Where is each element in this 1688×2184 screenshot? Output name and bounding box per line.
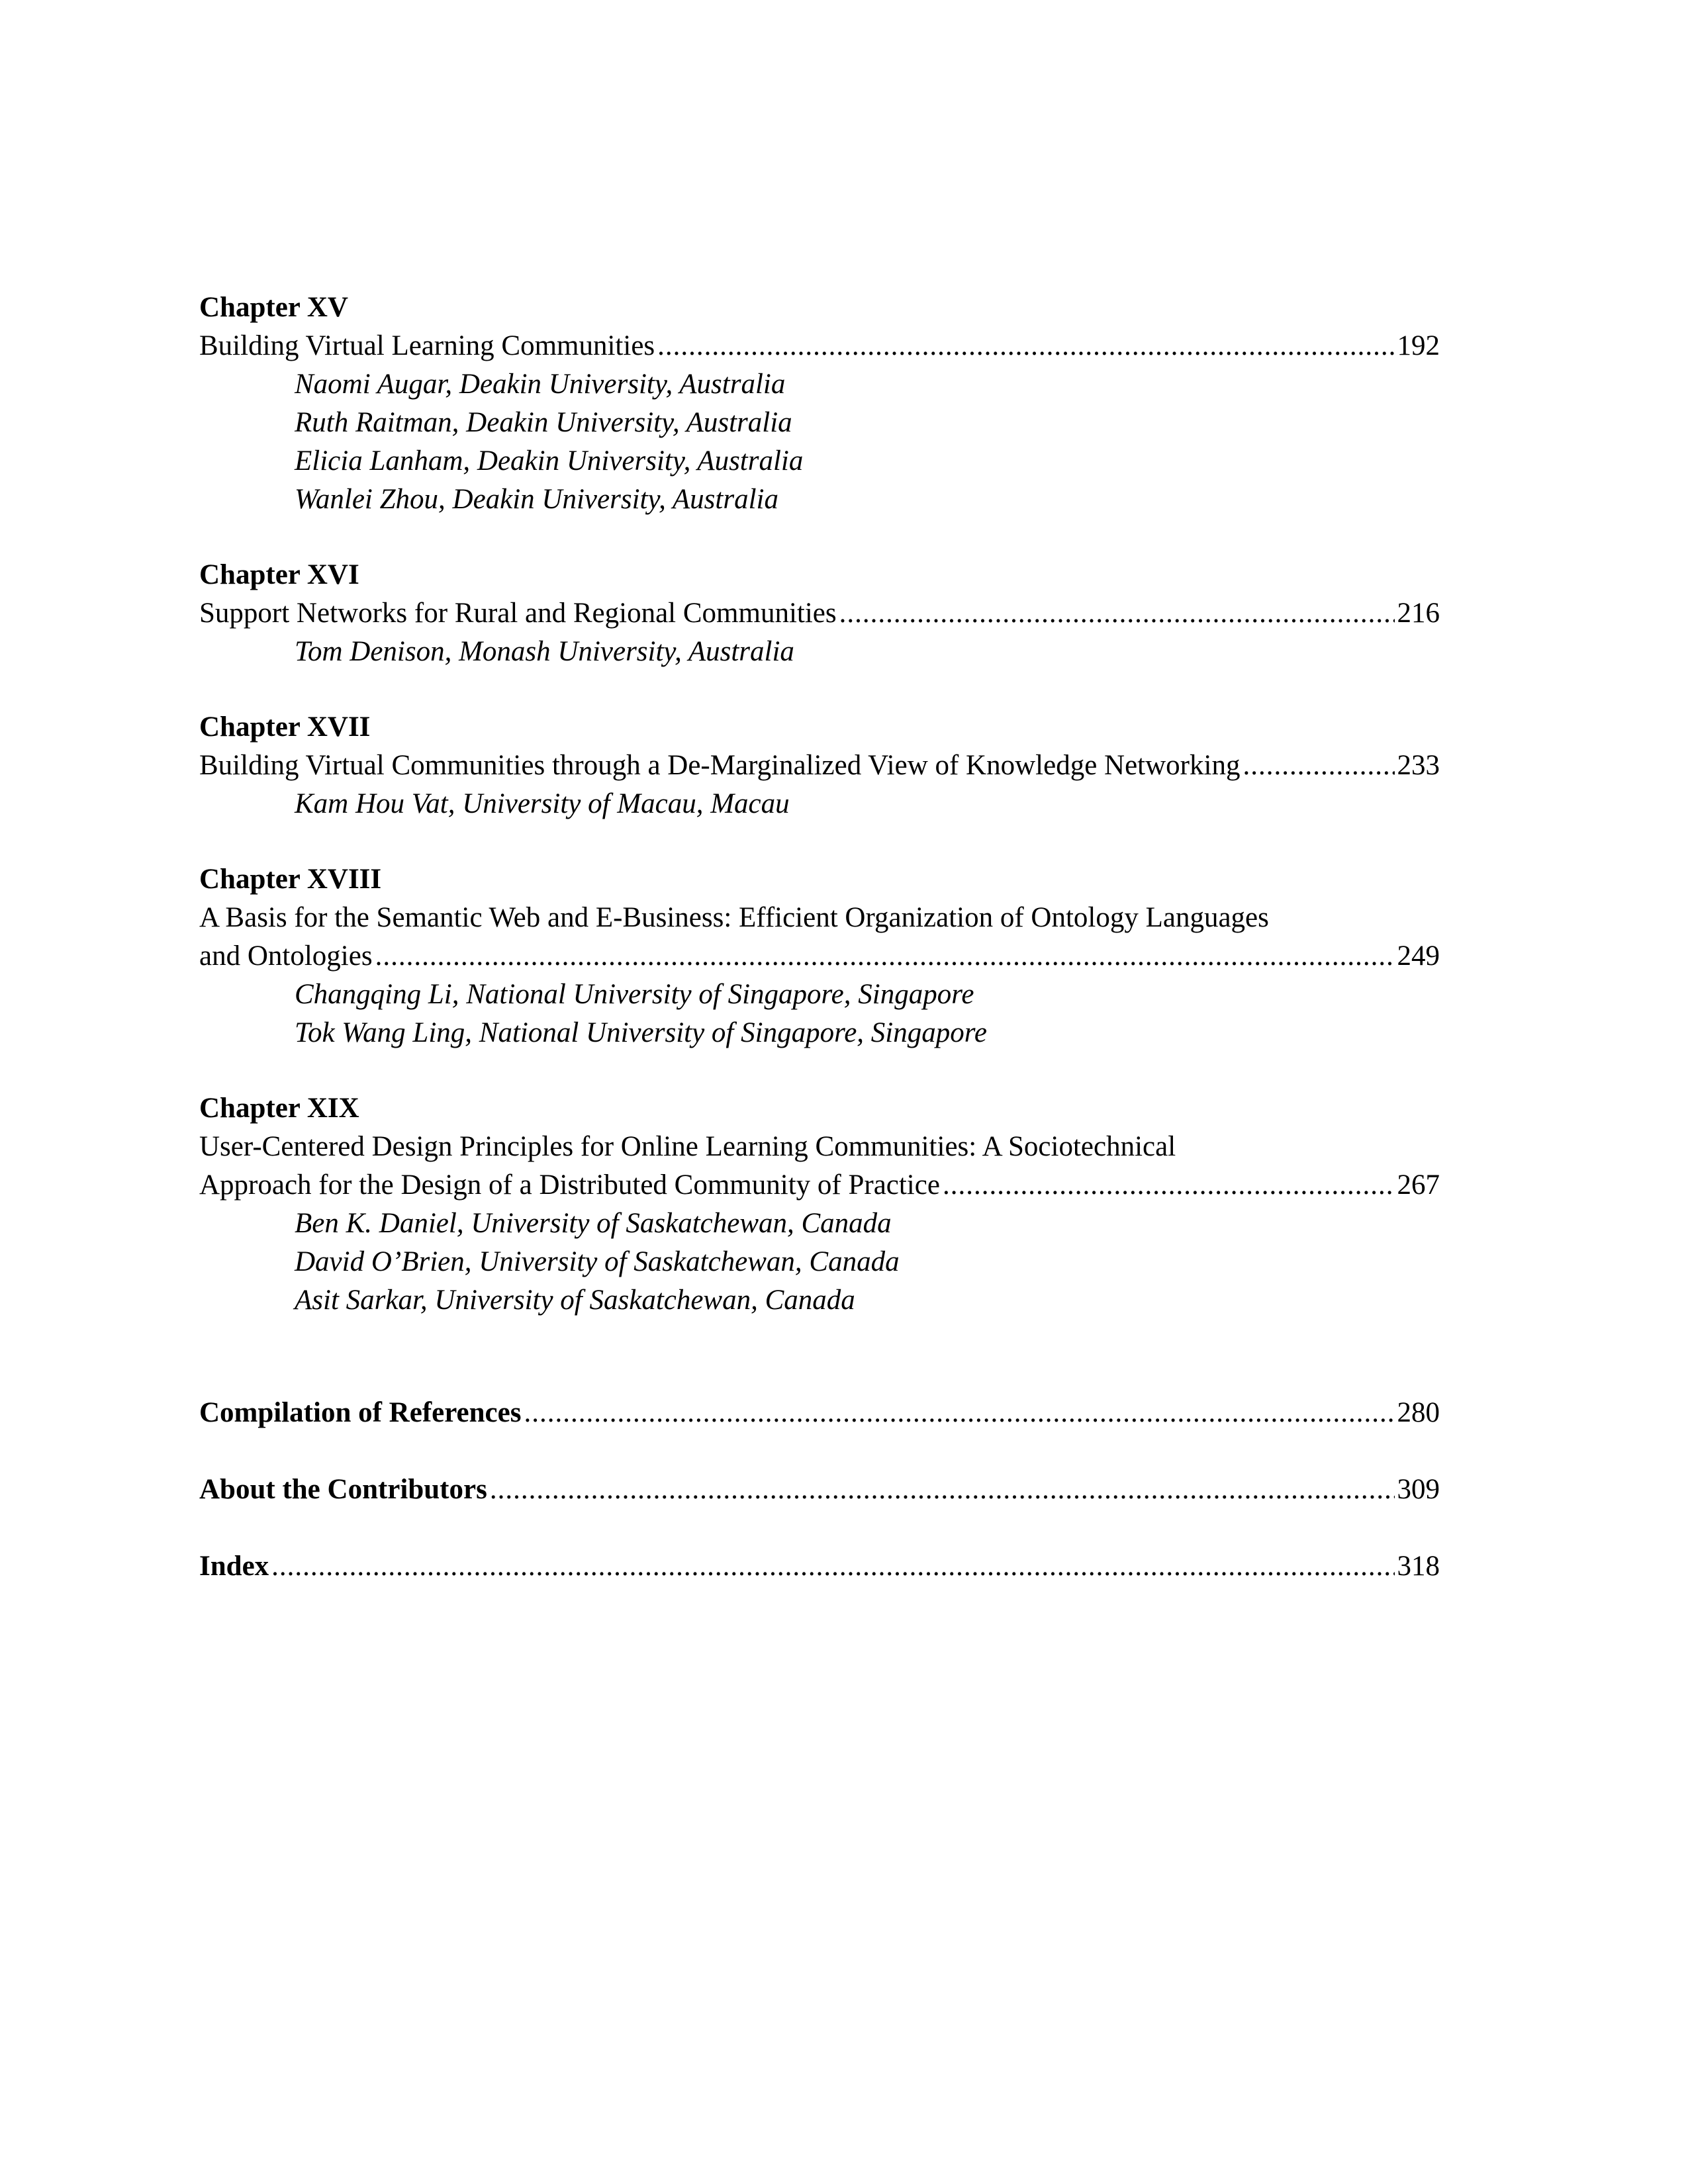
dot-leader xyxy=(375,937,1395,976)
back-matter-list xyxy=(199,1394,1440,1586)
dot-leader xyxy=(657,327,1394,365)
author-affiliation: Changqing Li, National University of Singapore, Singapore xyxy=(295,979,974,1010)
dot-leader xyxy=(943,1166,1395,1205)
author-affiliation: Wanlei Zhou, Deakin University, Australia xyxy=(295,484,778,515)
page-number: 267 xyxy=(1397,1169,1440,1201)
author-affiliation: Ben K. Daniel, University of Saskatchewan, Canada xyxy=(295,1208,892,1239)
author-list xyxy=(199,633,1440,671)
chapter-title-row xyxy=(199,594,1440,633)
chapter-entry xyxy=(199,556,1440,671)
chapter-entry xyxy=(199,289,1440,519)
back-matter-entry xyxy=(199,1471,1440,1509)
author-list xyxy=(199,1205,1440,1320)
chapter-label: Chapter XV xyxy=(199,292,348,323)
chapter-title-row xyxy=(199,1166,1440,1205)
chapter-title: Approach for the Design of a Distributed Community of Practice xyxy=(199,1169,940,1201)
author-affiliation: David O’Brien, University of Saskatchewan, Canada xyxy=(295,1246,900,1277)
author-affiliation: Ruth Raitman, Deakin University, Australia xyxy=(295,407,792,438)
dot-leader xyxy=(271,1547,1394,1586)
chapter-title-row xyxy=(199,327,1440,365)
page-number: 318 xyxy=(1397,1551,1440,1582)
back-matter-entry xyxy=(199,1547,1440,1586)
chapter-label: Chapter XVI xyxy=(199,559,359,590)
page-number: 233 xyxy=(1397,750,1440,781)
page-number: 249 xyxy=(1397,940,1440,972)
author-affiliation: Naomi Augar, Deakin University, Australia xyxy=(295,369,786,400)
chapter-entry xyxy=(199,708,1440,823)
dot-leader xyxy=(1243,747,1394,785)
author-affiliation: Elicia Lanham, Deakin University, Australia xyxy=(295,445,804,477)
back-matter-title: Compilation of References xyxy=(199,1397,522,1428)
chapter-label: Chapter XVIII xyxy=(199,864,382,895)
author-affiliation: Kam Hou Vat, University of Macau, Macau xyxy=(295,788,790,819)
chapter-title-row xyxy=(199,747,1440,785)
author-list xyxy=(199,785,1440,823)
author-list xyxy=(199,976,1440,1052)
chapter-entry xyxy=(199,860,1440,1052)
chapter-entry xyxy=(199,1089,1440,1320)
page-number: 192 xyxy=(1397,330,1440,361)
chapter-title-line: User-Centered Design Principles for Online Learning Communities: A Sociotechnical xyxy=(199,1131,1176,1162)
dot-leader xyxy=(839,594,1395,633)
page-number: 280 xyxy=(1397,1397,1440,1428)
dot-leader xyxy=(490,1471,1395,1509)
author-list xyxy=(199,365,1440,519)
author-affiliation: Tom Denison, Monash University, Australia xyxy=(295,636,794,667)
chapter-label: Chapter XIX xyxy=(199,1093,359,1124)
chapter-title: Support Networks for Rural and Regional Communities xyxy=(199,598,837,629)
back-matter-title: Index xyxy=(199,1551,269,1582)
chapter-list xyxy=(199,289,1440,1320)
page-number: 216 xyxy=(1397,598,1440,629)
table-of-contents xyxy=(199,289,1440,1624)
dot-leader xyxy=(524,1394,1394,1432)
author-affiliation: Tok Wang Ling, National University of Singapore, Singapore xyxy=(295,1017,987,1048)
chapter-label: Chapter XVII xyxy=(199,711,371,743)
chapter-title-line: A Basis for the Semantic Web and E-Business: Efficient Organization of Ontology Languages xyxy=(199,902,1269,933)
chapter-title: and Ontologies xyxy=(199,940,373,972)
chapter-title: Building Virtual Communities through a De-Marginalized View of Knowledge Networking xyxy=(199,750,1241,781)
back-matter-entry xyxy=(199,1394,1440,1432)
chapter-title: Building Virtual Learning Communities xyxy=(199,330,655,361)
author-affiliation: Asit Sarkar, University of Saskatchewan, Canada xyxy=(295,1285,855,1316)
chapter-title-row xyxy=(199,937,1440,976)
page-number: 309 xyxy=(1397,1474,1440,1505)
back-matter-title: About the Contributors xyxy=(199,1474,487,1505)
